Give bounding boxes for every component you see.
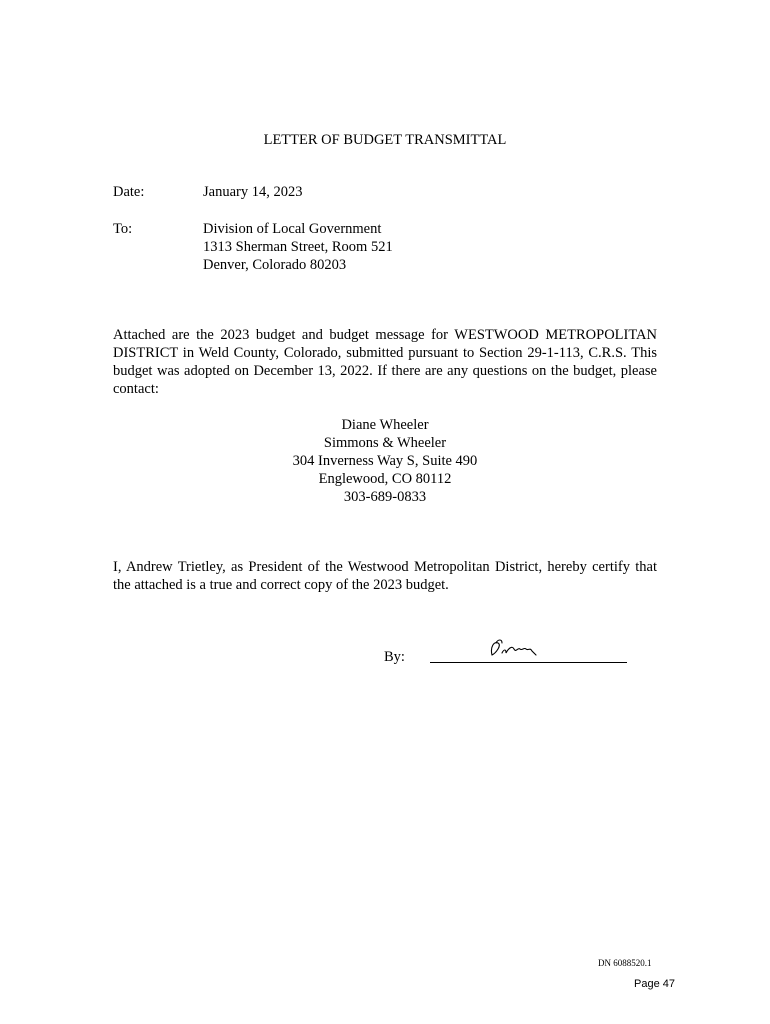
contact-company: Simmons & Wheeler	[323, 435, 447, 451]
by-label: By:	[384, 649, 405, 665]
body-paragraph: Attached are the 2023 budget and budget message for WESTWOOD METROPOLITAN DISTRICT in Weld County, Colorado, submitted pursuant to Section 29-1-113, C.R.S. This budget was adopted on December 13, 2022. If there are any questions on the budget, please contact:	[113, 327, 657, 397]
contact-phone: 303-689-0833	[343, 489, 427, 505]
to-address	[203, 220, 393, 274]
date-value: January 14, 2023	[203, 184, 303, 200]
address-line: 1313 Sherman Street, Room 521	[203, 239, 393, 255]
document-number: DN 6088520.1	[598, 958, 652, 968]
contact-city: Englewood, CO 80112	[318, 471, 452, 487]
contact-street: 304 Inverness Way S, Suite 490	[292, 453, 478, 469]
letter-title: LETTER OF BUDGET TRANSMITTAL	[263, 132, 507, 148]
to-label: To:	[113, 221, 133, 237]
page-number: Page 47	[634, 978, 675, 990]
address-line: Denver, Colorado 80203	[203, 257, 347, 273]
certification-paragraph: I, Andrew Trietley, as President of the Westwood Metropolitan District, hereby certify that the attached is a true and correct copy of the 2023 budget.	[113, 559, 657, 593]
signature-image	[484, 635, 544, 663]
address-line: Division of Local Government	[203, 221, 382, 237]
signature-line	[430, 662, 627, 663]
contact-block	[0, 416, 770, 506]
contact-name: Diane Wheeler	[341, 417, 429, 433]
date-label: Date:	[113, 184, 145, 200]
